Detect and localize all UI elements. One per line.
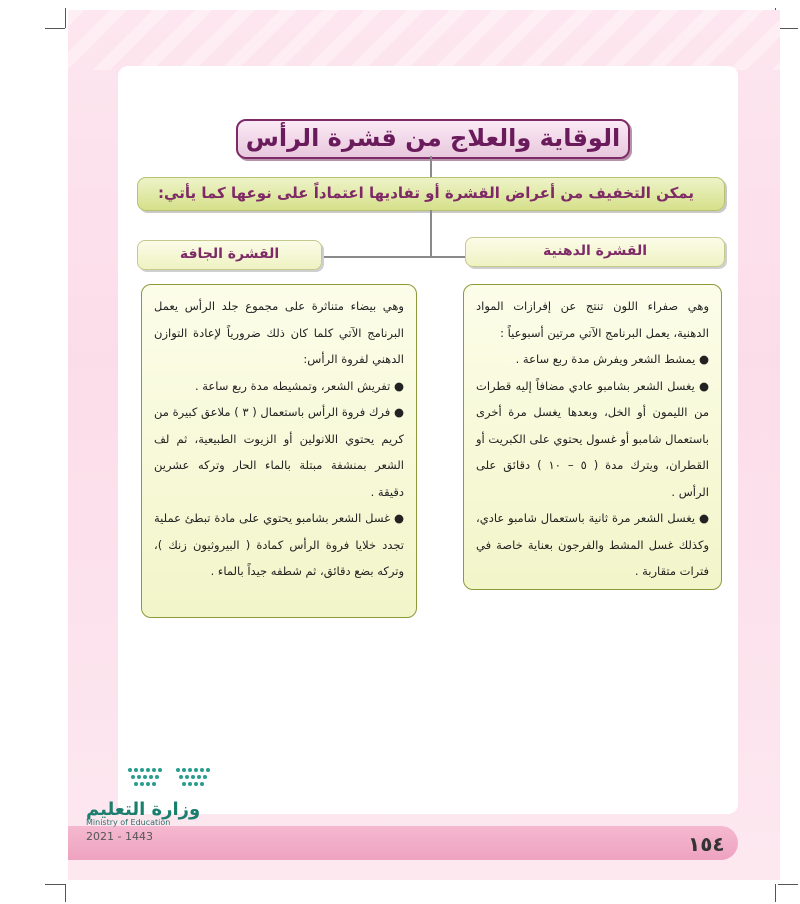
crop-mark <box>45 884 65 885</box>
connector-line <box>430 210 432 257</box>
intro-text: يمكن التخفيف من أعراض القشرة أو تفاديها اعتماداً على نوعها كما يأتي: <box>158 184 694 202</box>
ministry-logo-icon <box>126 764 216 794</box>
oily-paragraph: ● يغسل الشعر بشامبو عادي مضافاً إليه قطرات من الليمون أو الخل، وبعدها يغسل مرة أخرى باستعمال شامبو أو غسول يحتوي على الكبريت أو القطران، ويترك مدة ( ٥ – ١٠ ) دقائق على الرأس . <box>476 378 710 499</box>
decorative-stripes <box>68 10 780 70</box>
footer-bar <box>68 826 738 860</box>
dry-paragraph: ● غسل الشعر بشامبو يحتوي على مادة تبطئ عملية تجدد خلايا فروة الرأس كمادة ( البيروثيون زنك )، وتركه بضع دقائق، ثم شطفه جيداً بالماء . <box>154 511 404 578</box>
dry-text-box <box>141 284 417 618</box>
ministry-name-english: Ministry of Education <box>86 818 171 827</box>
intro-box <box>137 177 725 211</box>
crop-mark <box>65 884 66 902</box>
page-number: ١٥٤ <box>688 832 725 856</box>
dry-paragraph: ● فرك فروة الرأس باستعمال ( ٣ ) ملاعق كبيرة من كريم يحتوي اللانولين أو الزيوت الطبيعية، ثم لف الشعر بمنشفة مبتلة بالماء الحار وتركه عشرين دقيقة . <box>154 405 404 499</box>
oily-paragraph: ● يمشط الشعر ويفرش مدة ربع ساعة . <box>515 352 709 366</box>
oily-heading: القشرة الدهنية <box>543 243 647 259</box>
crop-mark <box>778 28 798 29</box>
crop-mark <box>778 884 798 885</box>
connector-line <box>430 156 432 178</box>
crop-mark <box>65 8 66 28</box>
dry-paragraph: وهي بيضاء متناثرة على مجموع جلد الرأس يعمل البرنامج الآتي كلما كان ذلك ضرورياً لإعادة التوازن الدهني لفروة الرأس: <box>154 299 404 366</box>
oily-paragraph: وهي صفراء اللون تنتج عن إفرازات المواد الدهنية، يعمل البرنامج الآتي مرتين أسبوعياً : <box>476 299 709 340</box>
page-title: الوقاية والعلاج من قشرة الرأس <box>245 124 621 152</box>
title-box <box>236 119 630 159</box>
oily-paragraph: ● يغسل الشعر مرة ثانية باستعمال شامبو عادي، وكذلك غسل المشط والفرجون بعناية خاصة في فترات متقاربة . <box>476 511 709 578</box>
oily-heading-box <box>465 237 725 267</box>
oily-text-box <box>463 284 722 590</box>
dry-heading: القشرة الجافة <box>179 246 280 262</box>
edition-year: 2021 - 1443 <box>86 830 153 843</box>
crop-mark <box>45 28 65 29</box>
dry-paragraph: ● تفريش الشعر، وتمشيطه مدة ربع ساعة . <box>194 378 404 393</box>
connector-line <box>320 256 465 258</box>
ministry-name: وزارة التعليم <box>86 799 201 820</box>
dry-heading-box <box>137 240 322 270</box>
crop-mark <box>775 884 776 902</box>
